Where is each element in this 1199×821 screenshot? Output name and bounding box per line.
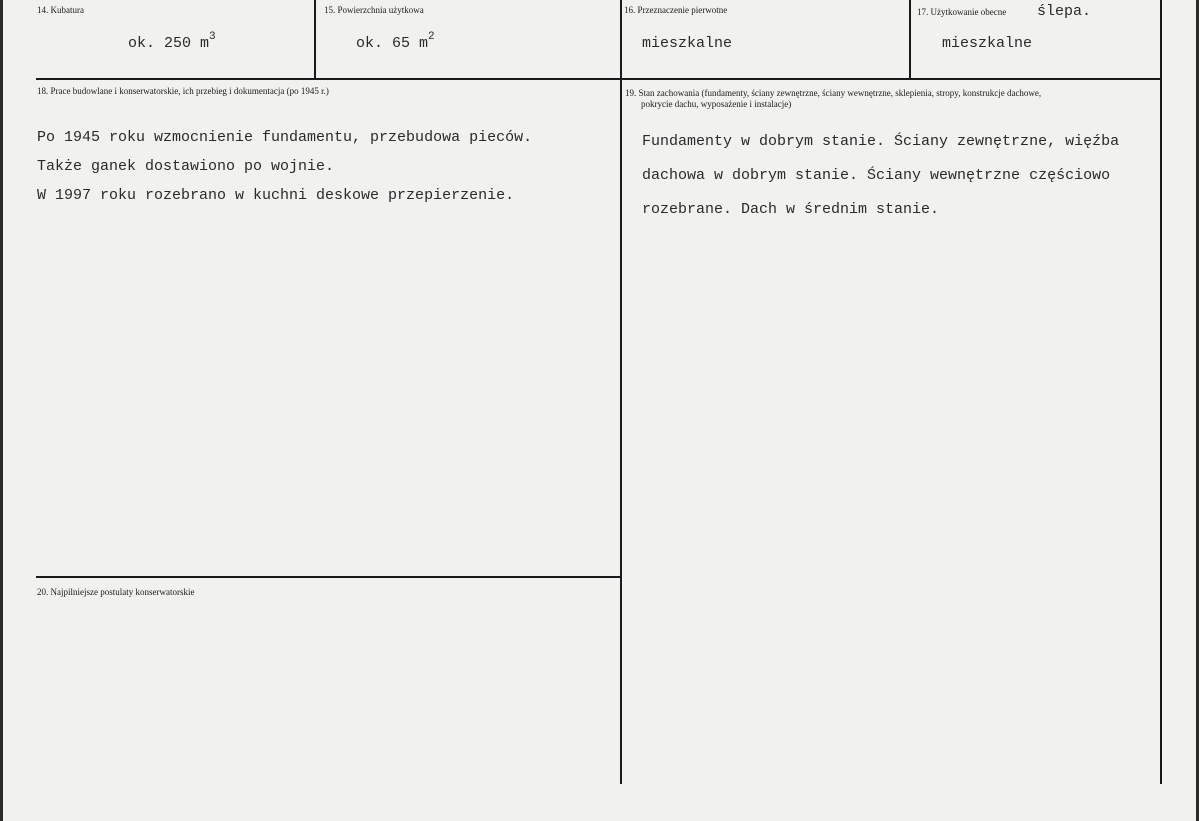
divider-14-15 bbox=[314, 0, 316, 78]
field-15-value bbox=[356, 31, 435, 52]
field-16-label: 16. Przeznaczenie pierwotne bbox=[624, 5, 728, 15]
divider-15-16 bbox=[620, 0, 622, 784]
row-divider-top bbox=[36, 78, 1162, 80]
field-19-line: rozebrane. Dach w średnim stanie. bbox=[642, 201, 940, 218]
field-16-value: mieszkalne bbox=[642, 35, 733, 52]
field-14-value bbox=[128, 31, 216, 52]
row-divider-20 bbox=[36, 576, 621, 578]
field-18-label: 18. Prace budowlane i konserwatorskie, ich przebieg i dokumentacja (po 1945 r.) bbox=[37, 86, 329, 96]
field-19-line: dachowa w dobrym stanie. Ściany wewnętrzne częściowo bbox=[642, 167, 1111, 184]
field-18-line: W 1997 roku rozebrano w kuchni deskowe przepierzenie. bbox=[37, 187, 515, 204]
field-15-value-text: ok. 65 m bbox=[356, 35, 429, 52]
field-19-line: Fundamenty w dobrym stanie. Ściany zewnętrzne, więźba bbox=[642, 133, 1120, 150]
field-18-line: Także ganek dostawiono po wojnie. bbox=[37, 158, 335, 175]
field-14-value-text: ok. 250 m bbox=[128, 35, 210, 52]
scan-edge-left bbox=[0, 0, 3, 821]
field-20-label: 20. Najpilniejsze postulaty konserwatorskie bbox=[37, 587, 195, 597]
field-15-unit-exponent: 2 bbox=[428, 31, 435, 43]
field-18-line: Po 1945 roku wzmocnienie fundamentu, przebudowa pieców. bbox=[37, 129, 533, 146]
field-19-text bbox=[642, 125, 1119, 227]
field-18-text bbox=[37, 122, 532, 212]
field-14-unit-exponent: 3 bbox=[209, 31, 216, 43]
field-17-value: mieszkalne bbox=[942, 35, 1033, 52]
field-14-label: 14. Kubatura bbox=[37, 5, 84, 15]
divider-right-border bbox=[1160, 0, 1162, 784]
field-19-label-line1: 19. Stan zachowania (fundamenty, ściany zewnętrzne, ściany wewnętrzne, sklepienia, stropy, konstrukcje dachowe, bbox=[625, 88, 1042, 98]
field-19-label-line2: pokrycie dachu, wyposażenie i instalacje) bbox=[641, 99, 792, 109]
field-17-overflow-text: ślepa. bbox=[1037, 3, 1092, 20]
divider-16-17 bbox=[909, 0, 911, 78]
field-15-label: 15. Powierzchnia użytkowa bbox=[324, 5, 424, 15]
field-17-label: 17. Użytkowanie obecne bbox=[917, 7, 1007, 17]
